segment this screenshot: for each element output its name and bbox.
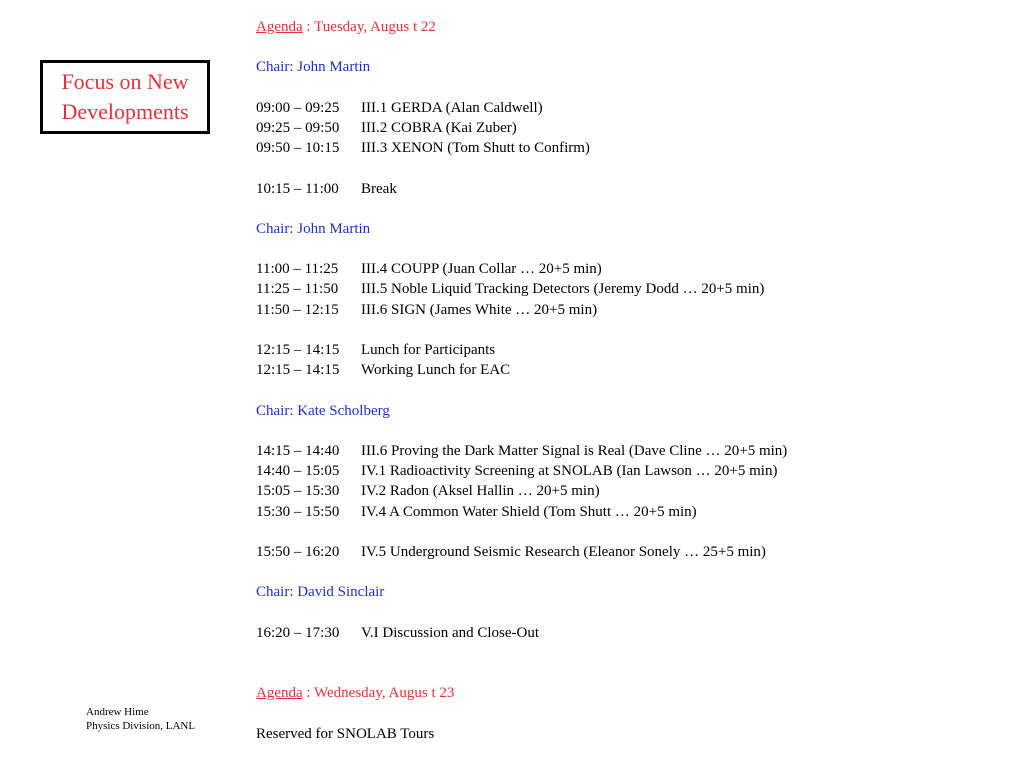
item-title: Break xyxy=(361,180,397,197)
agenda-item xyxy=(256,300,996,320)
agenda xyxy=(256,17,996,744)
footer-note xyxy=(86,705,195,733)
agenda-item xyxy=(256,118,996,138)
item-time: 11:00 – 11:25 xyxy=(256,261,339,278)
agenda-item-lunch xyxy=(256,360,996,380)
day1-heading xyxy=(256,17,996,37)
item-title: III.6 Proving the Dark Matter Signal is Real (Dave Cline … 20+5 min) xyxy=(361,442,788,459)
agenda-item xyxy=(256,502,996,522)
chair-line-2: Chair: John Martin xyxy=(256,220,371,237)
item-time: 15:30 – 15:50 xyxy=(256,503,340,520)
item-time: 09:25 – 09:50 xyxy=(256,119,340,136)
item-title: III.4 COUPP (Juan Collar … 20+5 min) xyxy=(361,261,602,278)
item-time: 16:20 – 17:30 xyxy=(256,624,340,641)
item-time: 09:00 – 09:25 xyxy=(256,99,340,116)
item-time: 09:50 – 10:15 xyxy=(256,140,340,157)
item-title: III.5 Noble Liquid Tracking Detectors (Jeremy Dodd … 20+5 min) xyxy=(361,281,765,298)
agenda-item xyxy=(256,623,996,643)
agenda-item-break xyxy=(256,179,996,199)
chair-line-4: Chair: David Sinclair xyxy=(256,584,385,601)
footer-affiliation: Physics Division, LANL xyxy=(86,720,196,732)
focus-box-line2: Developments xyxy=(61,99,189,124)
item-time: 11:25 – 11:50 xyxy=(256,281,339,298)
day2-agenda-word: Agenda xyxy=(256,685,303,702)
agenda-item xyxy=(256,279,996,299)
day1-agenda-word: Agenda xyxy=(256,19,303,35)
agenda-item xyxy=(256,461,996,481)
item-title: IV.4 A Common Water Shield (Tom Shutt … 20+5 min) xyxy=(361,503,697,520)
item-title: Working Lunch for EAC xyxy=(361,362,511,379)
item-title: III.1 GERDA (Alan Caldwell) xyxy=(361,99,543,116)
focus-box xyxy=(40,60,210,134)
day2-date: : Wednesday, Augus t 23 xyxy=(302,685,455,702)
item-time: 12:15 – 14:15 xyxy=(256,342,340,358)
agenda-item-lunch xyxy=(256,340,996,360)
item-title: III.2 COBRA (Kai Zuber) xyxy=(361,119,517,136)
focus-box-line1: Focus on New xyxy=(61,69,189,94)
item-title: III.3 XENON (Tom Shutt to Confirm) xyxy=(361,140,590,157)
item-time: 14:40 – 15:05 xyxy=(256,463,340,480)
item-title: III.6 SIGN (James White … 20+5 min) xyxy=(361,301,598,318)
chair-line-3: Chair: Kate Scholberg xyxy=(256,402,390,419)
item-title: IV.5 Underground Seismic Research (Eleanor Sonely … 25+5 min) xyxy=(361,543,766,560)
item-time: 15:50 – 16:20 xyxy=(256,543,340,560)
item-time: 15:05 – 15:30 xyxy=(256,483,340,500)
agenda-item xyxy=(256,138,996,158)
agenda-item xyxy=(256,259,996,279)
footer-author: Andrew Hime xyxy=(86,706,149,718)
item-time: 14:15 – 14:40 xyxy=(256,442,340,459)
day2-note: Reserved for SNOLAB Tours xyxy=(256,725,435,742)
day2-heading xyxy=(256,683,996,703)
agenda-item xyxy=(256,441,996,461)
agenda-item xyxy=(256,98,996,118)
day1-date: : Tuesday, Augus t 22 xyxy=(302,19,436,35)
agenda-item xyxy=(256,481,996,501)
item-time: 10:15 – 11:00 xyxy=(256,180,339,197)
item-time: 11:50 – 12:15 xyxy=(256,301,339,318)
item-title: V.I Discussion and Close-Out xyxy=(361,624,540,641)
item-time: 12:15 – 14:15 xyxy=(256,362,340,379)
agenda-item xyxy=(256,542,996,562)
item-title: Lunch for Participants xyxy=(361,342,496,358)
chair-line-1: Chair: John Martin xyxy=(256,59,371,76)
item-title: IV.2 Radon (Aksel Hallin … 20+5 min) xyxy=(361,483,600,500)
item-title: IV.1 Radioactivity Screening at SNOLAB (Ian Lawson … 20+5 min) xyxy=(361,463,778,480)
